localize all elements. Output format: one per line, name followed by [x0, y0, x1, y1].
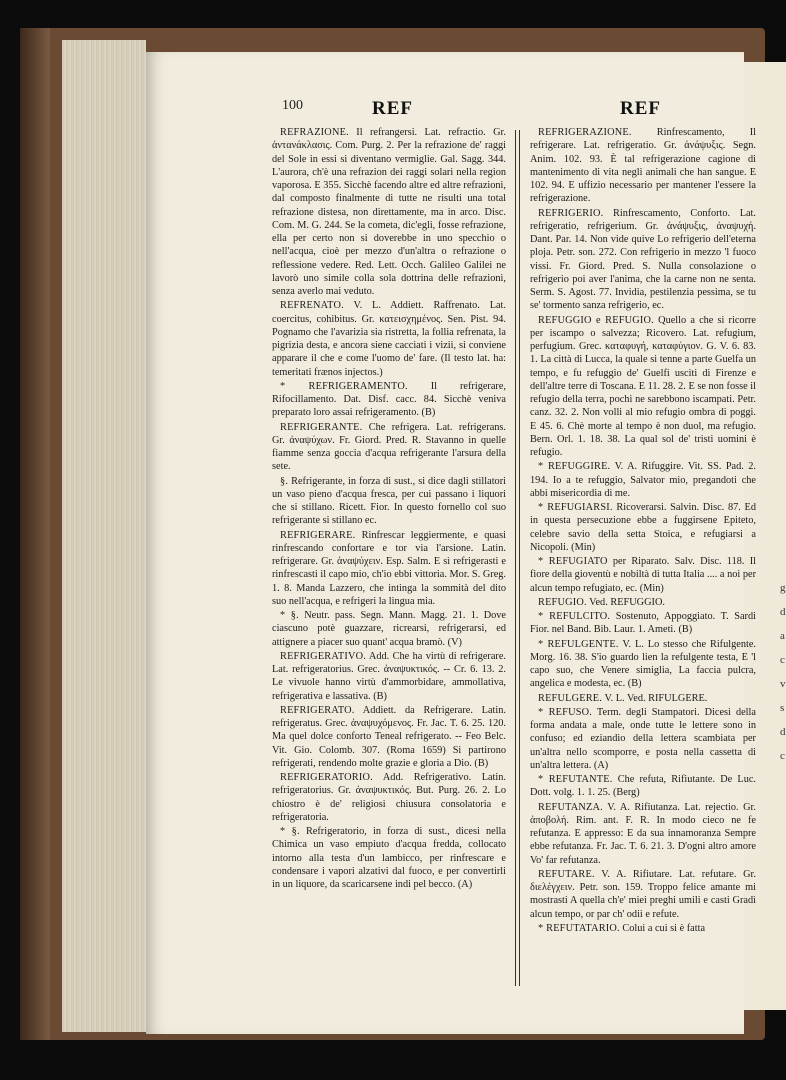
- entry-definition: V. L. Ved. RIFULGERE.: [602, 692, 708, 704]
- entry-headword: * §.: [280, 610, 299, 621]
- dictionary-entry: [272, 609, 506, 649]
- next-page-text-fragment: g: [780, 582, 786, 594]
- next-page-text-fragment: c: [780, 654, 785, 666]
- entry-headword: REFRIGERATORIO.: [280, 772, 373, 783]
- next-page-text-fragment: c: [780, 750, 785, 762]
- column-rule: [519, 130, 520, 986]
- entry-headword: REFRIGERIO.: [538, 207, 604, 219]
- entry-definition: V. L. Lo stesso che Rifulgente. Morg. 16. 38. S'io guardo lien la refulgente testa, E 'l capo suo, che Venere simiglia, La faccia pulcra, angelica e modesta, ec. (B): [530, 638, 756, 690]
- dictionary-entry: [530, 610, 756, 637]
- dictionary-entry: [530, 922, 756, 935]
- dictionary-entry: [272, 650, 506, 703]
- dictionary-entry: [530, 868, 756, 921]
- entry-definition: Colui a cui si è fatta: [619, 922, 706, 934]
- entry-definition: Ved. REFUGGIO.: [586, 596, 665, 608]
- dictionary-entry: [530, 314, 756, 460]
- entry-headword: REFUTARE.: [538, 868, 595, 880]
- entry-headword: * REFUGGIRE.: [538, 461, 611, 473]
- dictionary-entry: [530, 638, 756, 691]
- page-edges: [62, 40, 146, 1032]
- entry-definition: per Riparato. Salv. Disc. 118. Il fiore della gioventù e nobiltà di tutta Italia .... a noi per alcun tempo refugiato, ec. (Min): [530, 556, 756, 594]
- entry-headword: * REFULGENTE.: [538, 638, 619, 650]
- entry-definition: Rinfrescamento, Conforto. Lat. refrigeratio, refrigerium. Gr. ἀνάψυξις, ἀναψυχή. Dant. Par. 14. Non vide quive Lo refrigerio dell'eterna ploja. Petr. son. 272. Con refrigerio in mezzo 'l fuoco vissi. Fr. Giord. Pred. S. Nulla consolazione o refrigerio poi aver l'anima, che la carne non ne senta. Serm. S. Agost. 77. Invidia, pestilenzia pessima, se tu se' tormento sanza refrigerio, ec.: [530, 207, 756, 312]
- dictionary-entry: [272, 529, 506, 609]
- entry-headword: REFRIGERAZIONE.: [538, 127, 632, 138]
- dictionary-entry: [530, 460, 756, 500]
- entry-definition: V. A. Rifiutare. Lat. refutare. Gr. διελέγχειν. Petr. son. 159. Troppo felice amante mi mostrasti A quella ch'e' miei preghi umili e casti Gradì alcun tempo, or par ch' odii e refute.: [530, 868, 756, 920]
- entry-definition: Refrigerante, in forza di sust., si dice dagli stillatori un vaso pieno d'acqua fresca, per cui passano i liquori che si stillano. Ricett. Fior. In questo fornello col suo refrigerante si stillano ec.: [272, 475, 506, 527]
- right-column: [530, 126, 756, 984]
- entry-definition: Quello a che si ricorre per iscampo o salvezza; Ricovero. Lat. refugium, perfugium. Grec. καταφυγή, καταφύγιον. G. V. 6. 83. 1. La città di Lucca, la quale si tenne a parte Guelfa un tempo, e fu refuggio de' Guelfi usciti di Firenze e dell'altre terre di Toscana. E 11. 28. 2. E se non fosse il refugio della terra, pochi ne sarebbono iscampati. Petr. canz. 32. 2. Non volli al mio refugio ombra di poggi. E 45. 6. Chè morte al tempo è non duol, ma refugio. Bern. Orl. 1. 18. 38. La qual sol de' tristi uomini è refugio.: [530, 314, 756, 458]
- book-spine-edge: [20, 28, 50, 1040]
- dictionary-entry: [272, 825, 506, 891]
- entry-headword: * REFRIGERAMENTO.: [280, 380, 408, 392]
- dictionary-entry: [272, 771, 506, 824]
- next-page-text-fragment: d: [780, 606, 786, 618]
- entry-headword: REFRAZIONE.: [280, 127, 349, 138]
- dictionary-entry: [530, 207, 756, 313]
- entry-definition: Sostenuto, Appoggiato. T. Sardi Fior. nel Band. Bib. Laur. 1. Ameti. (B): [530, 611, 756, 636]
- entry-definition: Rinfrescamento, Il refrigerare. Lat. refrigeratio. Gr. ἀνάψυξις. Segn. Anim. 102. 93. È tal refrigerazione cagione di mantenimento di vita negli animali che han sangue. E 102. 94. E uffizio necessario per mantener l'essere la refrigerazione.: [530, 127, 756, 205]
- entry-headword: REFRENATO.: [280, 300, 344, 312]
- entry-definition: V. L. Addiett. Raffrenato. Lat. coercitus, cohibitus. Gr. κατεισχημένος. Sen. Pist. 94. Pognamo che l'avarizia sia ristretta, la follia refrenata, la pigrizia desta, e ancora siene cacciati i vizii, si conviene apparare il che e come l'uomo de' fare. (Il testo lat. ha: temeritati frænos injectos.): [272, 300, 506, 378]
- dictionary-entry: [530, 706, 756, 772]
- entry-headword: * §.: [280, 826, 300, 837]
- dictionary-entry: [530, 501, 756, 554]
- dictionary-entry: [272, 704, 506, 770]
- running-head: [146, 98, 744, 124]
- dictionary-entry: [530, 126, 756, 206]
- entry-headword: * REFULCITO.: [538, 611, 611, 622]
- entry-headword: REFRIGERARE.: [280, 529, 356, 541]
- entry-definition: Che refuta, Rifiutante. De Luc. Dott. volg. 1. 1. 25. (Berg): [530, 774, 756, 799]
- next-page-text-fragment: d: [780, 726, 786, 738]
- dictionary-entry: [272, 475, 506, 528]
- entry-definition: Addiett. da Refrigerare. Latin. refrigeratus. Grec. ἀναψυχόμενος. Fr. Jac. T. 6. 25. 120. Ma quel dolce conforto Teneal refrigerato. -- Feo Belc. Vit. Gio. Colomb. 307. (Roma 1659) Si partirono refrigerati, rendendo molte grazie e gloria a Dio. (B): [272, 704, 506, 769]
- entry-headword: * REFUGIARSI.: [538, 502, 613, 513]
- dictionary-entry: [530, 773, 756, 800]
- dictionary-entry: [530, 692, 756, 705]
- entry-headword: REFRIGERANTE.: [280, 421, 363, 433]
- entry-definition: Il refrigerare, Rifocillamento. Dat. Disf. cacc. 84. Sicchè veniva preparato loro assai refrigeramento. (B): [272, 380, 506, 419]
- entry-headword: REFUGGIO e REFUGIO.: [538, 314, 654, 326]
- entry-headword: * REFUTANTE.: [538, 774, 613, 785]
- entry-headword: §.: [280, 475, 289, 487]
- dictionary-entry: [272, 126, 506, 298]
- entry-definition: Rinfrescar leggiermente, e quasi rinfrescando confortare e tor via l'arsione. Latin. refrigerare. Gr. ἀναψύχειν. Esp. Salm. E sì refrigerasti e rinfrescasti il capo mio, ch'io ebbi vittoria. Mor. S. Greg. 1. 8. Manda Lazzero, che intinga la sommità del dito suo nell'acqua, e refrigeri la lingua mia.: [272, 529, 506, 607]
- entry-definition: Refrigeratorio, in forza di sust., dicesi nella Chimica un vaso empiuto d'acqua fredda, collocato intorno alla testa d'un lambicco, per rinfrescare e condensare i vapori alzativi dal fuoco, e per convertirli in un liquore, da scaricarsene indi pel becco. (A): [272, 826, 506, 890]
- entry-definition: Add. Che ha virtù di refrigerare. Lat. refrigeratorius. Grec. ἀναψυκτικός. -- Cr. 6. 13. 2. Le vivuole hanno virtù d'ammorbidare, ammollativa, refrigerativa e lassativa. (B): [272, 650, 506, 702]
- dictionary-entry: [272, 421, 506, 474]
- entry-headword: * REFUGIATO: [538, 556, 608, 567]
- entry-headword: REFRIGERATO.: [280, 704, 355, 716]
- entry-definition: Neutr. pass. Segn. Mann. Magg. 21. 1. Dove ciascuno potè guazzare, ricrearsi, refrigerarsi, ed attignere a piacer suo quant' acqua bramò. (V): [272, 610, 506, 648]
- next-page-text-fragment: v: [780, 678, 786, 690]
- dictionary-entry: [530, 801, 756, 867]
- running-head-right: REF: [620, 98, 661, 119]
- entry-headword: REFUTANZA.: [538, 801, 603, 813]
- entry-headword: REFULGERE.: [538, 692, 603, 704]
- entry-definition: Term. degli Stampatori. Dicesi della forma andata a male, onde tutte le lettere sono in confuso; ed eziandio della lettera scambiata per un'altra nello scomporre, e posta nella cassetta di un'altra lettera. (A): [530, 706, 756, 771]
- dictionary-entry: [272, 380, 506, 420]
- page-number: 100: [282, 98, 303, 113]
- next-page-text-fragment: s: [780, 702, 785, 714]
- next-page-text-fragment: a: [780, 630, 785, 642]
- column-rule: [515, 130, 516, 986]
- entry-headword: REFUGIO.: [538, 596, 587, 608]
- entry-definition: V. A. Rifuggire. Vit. SS. Pad. 2. 194. Io a te refuggio, Salvator mio, pregandoti che abbi misericordia di me.: [530, 461, 756, 499]
- entry-headword: * REFUTATARIO.: [538, 922, 620, 934]
- dictionary-entry: [272, 299, 506, 379]
- entry-headword: * REFUSO.: [538, 706, 593, 718]
- entry-definition: Add. Refrigerativo. Latin. refrigeratorius. Gr. ἀναψυκτικός. But. Purg. 26. 2. Lo chiostro è de' religiosi chiusura consolatoria e refrigeratoria.: [272, 772, 506, 823]
- entry-headword: REFRIGERATIVO.: [280, 650, 367, 662]
- entry-definition: Che refrigera. Lat. refrigerans. Gr. ἀναψύχων. Fr. Giord. Pred. R. Stavanno in quelle fiamme senza goccia d'acqua refrigerante l'arsura della sete.: [272, 421, 506, 473]
- entry-definition: Il refrangersi. Lat. refractio. Gr. ἀντανάκλασις. Com. Purg. 2. Per la refrazione de' raggi del Sole in essi si diventano vermiglie. Gal. Sagg. 344. L'aurora, ch'è una refrazion dei raggi solari nella region vaporosa. E 355. Sicchè facendo altre ed altre refrazioni, dal composto finalmente di tutte ne risulti una total refrazione distesa, non direttamente, ma in arco. Disc. Com. M. G. 244. Se la cometa, dic'egli, fosse refrazione, ella per certo non si doverebbe in uno specchio o nell'acqua, cioè per mezzo d'un'altra o refrazione o reflessione vedere. Red. Lett. Occh. Galileo Galilei ne lavorò uno simile colla sola dottrina delle refrazioni, senza averlo mai veduto.: [272, 127, 506, 297]
- dictionary-entry: [530, 555, 756, 595]
- left-column: [272, 126, 506, 984]
- running-head-left: REF: [372, 98, 413, 119]
- entry-definition: Ricoverarsi. Salvin. Disc. 87. Ed in questa persecuzione ebbe a fuggirsene Epiteto, celebre savio della setta Stoica, e refugiarsi a Nicopoli. (Min): [530, 502, 756, 553]
- entry-definition: V. A. Rifiutanza. Lat. rejectio. Gr. ἀποβολή. Rim. ant. F. R. In modo cieco ne fe refutanza. E appresso: E da sua innamoranza Sempre ebbe refutanza. Fr. Jac. T. 6. 21. 3. D'ogni altro amore Vo' far refutanza.: [530, 801, 756, 866]
- dictionary-entry: [530, 596, 756, 609]
- book-page: [146, 52, 756, 1034]
